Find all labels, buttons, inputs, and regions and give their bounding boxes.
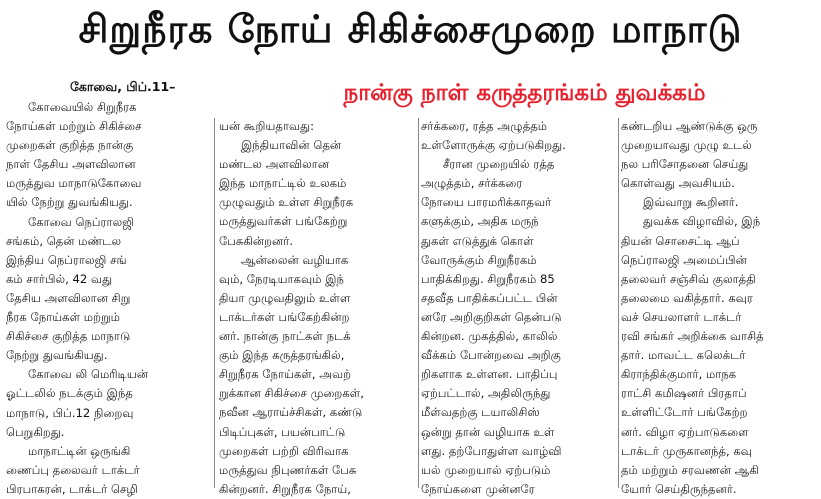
- article-line: நல பரிசோதனை செய்து: [621, 157, 749, 172]
- article-line: தேசிய அளவிலான சிறு: [6, 290, 131, 305]
- article-line: களுக்கும், அதிக மருந்: [421, 214, 539, 229]
- article-line: தியா முழுவதிலும் உள்ள: [219, 290, 351, 305]
- article-line: தியன் சொசைட்டி ஆப்: [621, 233, 740, 248]
- column-divider: [418, 118, 419, 488]
- article-line: பெறுகிறது.: [6, 424, 65, 439]
- article-line: தலைவர் சஞ்சிவ் குலாத்தி: [621, 271, 756, 286]
- article-line: கோவை நெப்ராலஜி: [28, 214, 135, 229]
- article-line: சதவீத பாதிக்கப்பட்ட பின்: [421, 290, 558, 305]
- article-line: கம் சார்பில், 42 வது: [6, 271, 113, 286]
- headline: சிறுநீரக நோய் சிகிச்சைமுறை மாநாடு: [78, 7, 743, 51]
- article-line: மீள்வதற்கு டயாலிசிஸ்: [421, 405, 540, 420]
- article-line: நவீன ஆராய்ச்சிகள், கண்டு: [219, 405, 363, 420]
- article-column-4: [621, 117, 817, 499]
- article-line: மண்டல அளவிலான: [219, 157, 330, 172]
- article-line: நேற்று துவங்கியது.: [6, 348, 108, 363]
- article-line: ஒன்று தான் வழியாக உள்: [421, 424, 555, 439]
- article-line: கோவை லி மெரிடியன்: [28, 367, 149, 382]
- article-line: வும், நேரடியாகவும் இந்: [219, 271, 344, 286]
- column-divider: [214, 118, 215, 488]
- article-line: முழுவதும் உள்ள சிறுநீரக: [219, 195, 354, 210]
- article-line: நெப்ராலஜி அமைப்பின்: [621, 252, 747, 267]
- article-line: கொள்வது அவசியம்.: [621, 176, 735, 191]
- article-line: டாக்டர்கள் பங்கேற்கின்ற: [219, 309, 350, 324]
- article-column-1: [6, 98, 211, 499]
- article-line: துகள் எடுத்துக் கொள்: [421, 233, 534, 248]
- article-line: மருத்துவர்கள் பங்கேற்று: [219, 214, 348, 229]
- article-line: நோயை பாரமரிக்காதவர்: [421, 195, 552, 210]
- article-line: கண்டறிய ஆண்டுக்கு ஒரு: [621, 119, 758, 133]
- article-line: இந்த மாநாட்டில் உலகம்: [219, 176, 347, 191]
- article-line: ணைப்பு தலைவர் டாக்டர்: [6, 462, 140, 477]
- article-line: றுக்கான சிகிச்சை முறைகள்,: [219, 386, 364, 401]
- article-line: உள்ளோருக்கு ஏற்படுகிறது.: [421, 138, 566, 153]
- article-line: கும் இந்த கருத்தரங்கில்,: [219, 348, 345, 363]
- article-line: றிகளாக உள்ளன. பாதிப்பு: [421, 367, 558, 382]
- article-line: மருத்துவ மாநாடுகோவை: [6, 176, 142, 191]
- article-line: ஆன்லைன் வழியாக: [241, 252, 349, 267]
- article-line: இந்தியாவின் தென்: [241, 138, 342, 153]
- article-line: வீக்கம் போன்றவை அறிகு: [421, 348, 561, 363]
- article-line: கின்றன. முகத்தில், காலில்: [421, 329, 558, 344]
- article-line: நாள் தேசிய அளவிலான: [6, 157, 136, 172]
- subheadline: நான்கு நாள் கருத்தரங்கம் துவக்கம்: [343, 80, 706, 106]
- article-line: யில் நேற்று துவங்கியது.: [6, 195, 133, 210]
- article-line: நோய்கள் மற்றும் சிகிச்சை: [6, 119, 142, 134]
- article-line: நோய்களை முன்னரே: [421, 481, 535, 496]
- article-line: யன் கூறியதாவது:: [219, 119, 315, 133]
- article-line: வச் செயலாளர் டாக்டர்: [621, 309, 742, 324]
- article-line: வோருக்கும் சிறுநீரகம்: [421, 252, 537, 267]
- article-line: இந்திய நெப்ராலஜி சங்: [6, 252, 127, 267]
- article-line: ரவி சங்கர் அறிக்கை வாசித்: [621, 329, 764, 344]
- article-line: ஏற்பட்டால், அதிலிருந்து: [421, 386, 551, 401]
- article-line: அழுத்தம், சர்க்கரை: [421, 176, 523, 191]
- article-line: சீரான முறையில் ரத்த: [443, 157, 555, 172]
- article-line: சர்க்கரை, ரத்த அழுத்தம்: [421, 119, 548, 133]
- article-line: யோர் செய்திருந்தனர்.: [621, 481, 737, 496]
- article-line: மாநாடு, பிப்.12 நிறைவு: [6, 405, 134, 420]
- article-line: ராட்சி கமிஷனர் பிரதாப்: [621, 386, 747, 401]
- article-line: யல் முறையால் ஏற்படும்: [421, 462, 551, 477]
- article-line: நீரக நோய்கள் மற்றும்: [6, 310, 120, 325]
- article-line: ளது. தற்போதுள்ள வாழ்வி: [421, 443, 562, 458]
- article-line: மாநாட்டின் ஒருங்கி: [28, 443, 131, 458]
- article-line: ஓட்டலில் நடக்கும் இந்த: [6, 386, 133, 401]
- article-column-3: [421, 117, 615, 499]
- article-line: உள்ளிட்டோர் பங்கேற்ற: [621, 405, 748, 420]
- article-line: தம் மற்றும் சரவணன் ஆகி: [621, 462, 759, 477]
- article-line: கிராந்திக்குமார், மாநக: [621, 367, 737, 382]
- dateline: கோவை, பிப்.11–: [70, 79, 176, 94]
- article-line: துவக்க விழாவில், இந்: [643, 214, 761, 229]
- article-line: சிகிச்சை குறித்த மாநாடு: [6, 329, 131, 344]
- article-line: மருத்துவ நிபுணர்கள் பேசு: [219, 462, 357, 477]
- article-line: சங்கம், தென் மண்டல: [6, 233, 122, 248]
- article-line: தலைமை வகித்தார். கவுர: [621, 290, 753, 305]
- article-line: டாக்டர் முருகானந்த், கவு: [621, 443, 752, 458]
- article-line: னர். விழா ஏற்பாடுகளை: [621, 424, 749, 439]
- article-line: பிடிப்புகள், பயன்பாட்டு: [219, 424, 346, 439]
- article-line: னரே அறிகுறிகள் தென்படு: [421, 309, 562, 324]
- article-line: முறைகள் குறித்த நான்கு: [6, 138, 134, 153]
- article-line: சிறுநீரக நோய்கள், அவற்: [219, 367, 352, 382]
- column-divider: [618, 118, 619, 488]
- article-line: பாதிக்கிறது. சிறுநீரகம் 85: [421, 271, 555, 286]
- article-line: கோவையில் சிறுநீரக: [28, 100, 137, 114]
- article-line: கின்றனர். சிறுநீரக நோய்,: [219, 481, 351, 496]
- article-line: இவ்வாறு கூறினர்.: [643, 195, 739, 210]
- article-line: பிரபாகரன், டாக்டர் செழி: [6, 481, 138, 496]
- article-line: முறையாவது முழு உடல்: [621, 138, 752, 153]
- article-column-2: [219, 117, 415, 499]
- article-line: னர். நான்கு நாட்கள் நடக்: [219, 329, 351, 344]
- article-line: முறைகள் பற்றி விரிவாக: [219, 443, 349, 458]
- article-line: தார். மாவட்ட கலெக்டர்: [621, 348, 746, 363]
- article-line: பேசுகின்றனர்.: [219, 233, 294, 248]
